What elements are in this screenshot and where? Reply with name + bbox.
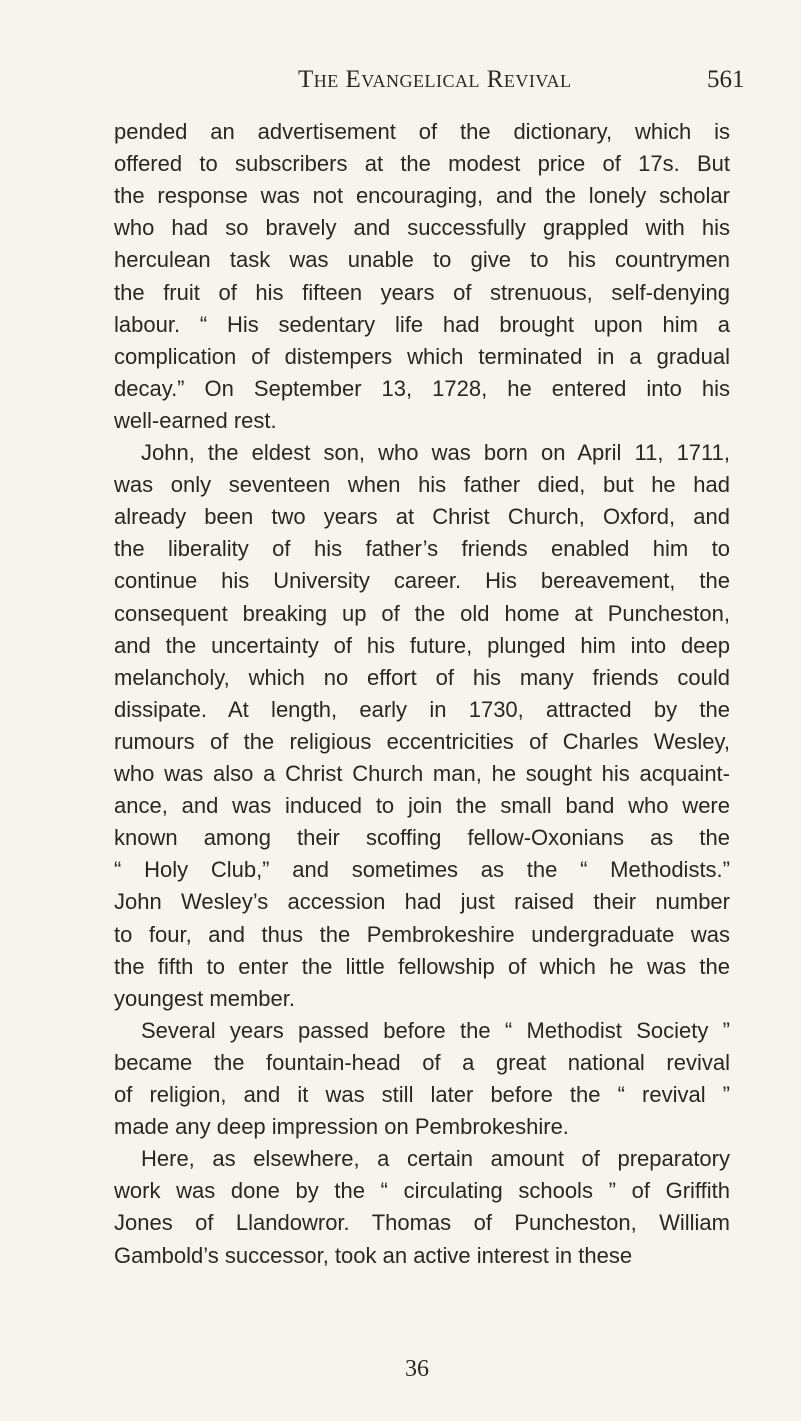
text-line: who had so bravely and successfully grappled with his [114,215,730,241]
text-line: already been two years at Christ Church, Oxford, and [114,504,730,530]
text-line: the liberality of his father’s friends enabled him to [114,536,730,562]
signature-mark: 36 [405,1356,429,1382]
text-line: John, the eldest son, who was born on April 11, 1711, [141,440,730,465]
text-line: made any deep impression on Pembrokeshire. [114,1114,569,1140]
text-line: work was done by the “ circulating schools ” of Griffith [114,1178,730,1204]
text-line: became the fountain-head of a great national revival [114,1049,730,1075]
text-line: Jones of Llandowror. Thomas of Puncheston, William [114,1210,730,1236]
text-line: ance, and was induced to join the small band who were [114,793,730,819]
text-line: was only seventeen when his father died, but he had [114,472,730,498]
text-line: consequent breaking up of the old home at Puncheston, [114,600,730,626]
text-line: Here, as elsewhere, a certain amount of preparatory [141,1146,730,1172]
text-line: Several years passed before the “ Methodist Society ” [141,1017,730,1043]
text-line: herculean task was unable to give to his countrymen [114,247,730,273]
text-line: the fruit of his fifteen years of strenuous, self-denying [114,279,730,305]
text-line: and the uncertainty of his future, plunged him into deep [114,632,730,658]
text-line: the response was not encouraging, and the lonely scholar [114,183,730,209]
text-line: rumours of the religious eccentricities of Charles Wesley, [114,728,730,754]
text-line: labour. “ His sedentary life had brought upon him a [114,311,730,337]
page-number: 561 [707,66,745,93]
text-line: youngest member. [114,985,295,1011]
text-line: complication of distempers which terminated in a gradual [114,343,730,369]
text-line: melancholy, which no effort of his many friends could [114,664,730,690]
text-line: “ Holy Club,” and sometimes as the “ Methodists.” [114,857,730,883]
text-line: continue his University career. His bereavement, the [114,568,730,594]
text-line: who was also a Christ Church man, he sought his acquaint- [114,761,730,786]
text-line: well-earned rest. [114,407,277,433]
text-line: known among their scoffing fellow-Oxonians as the [114,825,730,851]
running-head: The Evangelical Revival [298,66,572,93]
text-line: the fifth to enter the little fellowship of which he was the [114,953,730,979]
text-line: decay.” On September 13, 1728, he entered into his [114,375,730,401]
text-line: Gambold’s successor, took an active interest in these [114,1242,633,1268]
text-line: dissipate. At length, early in 1730, attracted by the [114,696,730,722]
text-line: John Wesley’s accession had just raised their number [114,889,730,915]
text-line: to four, and thus the Pembrokeshire undergraduate was [114,921,730,947]
text-line: of religion, and it was still later before the “ revival ” [114,1082,730,1107]
text-line: offered to subscribers at the modest price of 17s. But [114,151,730,177]
text-line: pended an advertisement of the dictionary, which is [114,119,730,144]
